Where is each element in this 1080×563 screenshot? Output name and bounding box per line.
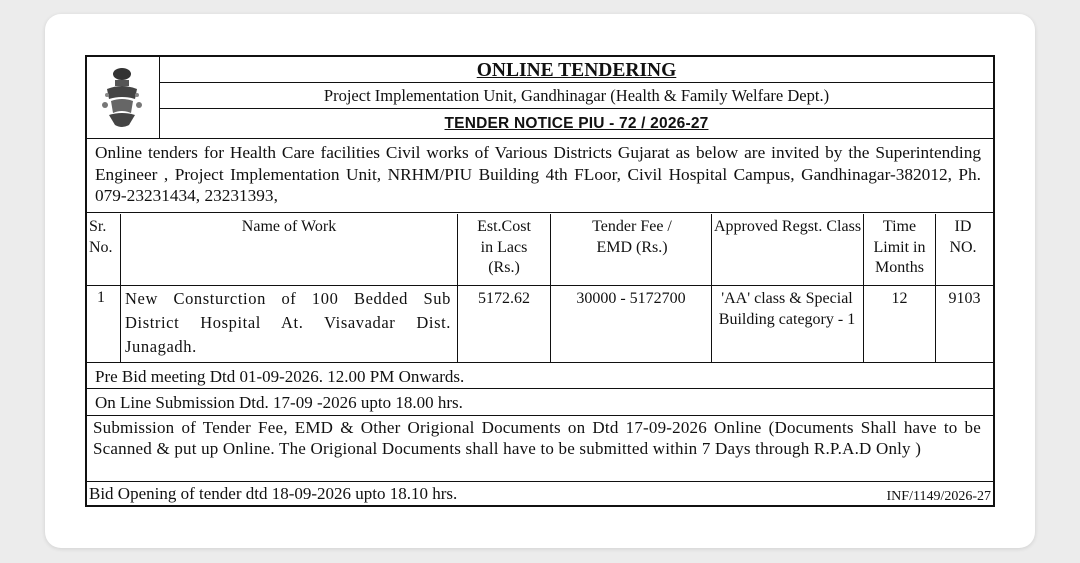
intro-text: Online tenders for Health Care facilities Civil works of Various Districts Gujarat as below are invited by the Superintending Engineer , Project Implementation Unit, NRHM/PIU Building 4th FLoor, Civil Hospital Campus, Gandhinagar-382012, Ph. 079-23231434, 23231393, [87, 139, 993, 213]
department-name: Project Implementation Unit, Gandhinagar (Health & Family Welfare Dept.) [160, 83, 993, 109]
header-time-limit: Time Limit in Months [873, 218, 926, 276]
tender-notice [85, 55, 995, 507]
header-est-cost: Est.Cost in Lacs (Rs.) [477, 218, 531, 276]
header-id-no: ID NO. [949, 218, 977, 256]
row-id-no: 9103 [948, 290, 981, 307]
header-tender-fee: Tender Fee / EMD (Rs.) [592, 218, 672, 256]
emblem-cell [87, 57, 160, 138]
column-divider [935, 214, 936, 362]
notice-header [87, 57, 993, 139]
pre-bid-meeting: Pre Bid meeting Dtd 01-09-2026. 12.00 PM Onwards. [87, 363, 993, 389]
row-name-of-work: New Consturction of 100 Bedded Sub District Hospital At. Visavadar Dist. Junagadh. [125, 289, 451, 356]
row-tender-fee: 30000 - 5172700 [576, 290, 686, 307]
tender-notice-number: TENDER NOTICE PIU - 72 / 2026-27 [444, 115, 709, 132]
header-name-of-work: Name of Work [241, 218, 337, 235]
row-time-limit: 12 [891, 290, 908, 307]
table-row-divider [87, 285, 993, 286]
column-divider [550, 214, 551, 362]
row-est-cost: 5172.62 [478, 290, 530, 307]
bid-opening: Bid Opening of tender dtd 18-09-2026 upto 18.10 hrs. [89, 484, 458, 503]
column-divider [457, 214, 458, 362]
row-approved-class: 'AA' class & Special Building category - 1 [718, 290, 856, 328]
online-submission: On Line Submission Dtd. 17-09 -2026 upto 18.00 hrs. [87, 390, 993, 416]
header-approved-class: Approved Regst. Class [713, 218, 862, 235]
column-divider [863, 214, 864, 362]
documents-submission: Submission of Tender Fee, EMD & Other Origional Documents on Dtd 17-09-2026 Online (Documents Shall have to be Scanned & put up Online. The Origional Documents shall have to be submitted within 7 Days through R.P.A.D Only ) [87, 417, 993, 482]
header-sr-no: Sr. No. [89, 218, 113, 256]
row-sr-no: 1 [97, 289, 105, 306]
notice-title: ONLINE TENDERING [160, 57, 993, 83]
reference-number: INF/1149/2026-27 [886, 489, 991, 504]
emblem-icon [99, 65, 145, 131]
